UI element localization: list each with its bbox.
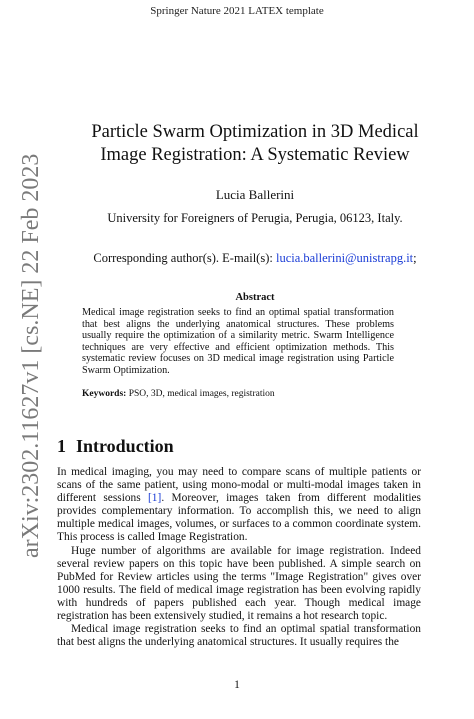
- paragraph-1-end: . Moreover, images taken from different modalities provides complementary information. To accomplish this, we need to align multiple medical images, volumes, or surfaces to a common coordinate system. This process is called Image Registration.: [57, 492, 421, 544]
- keywords-label: Keywords:: [82, 389, 127, 399]
- author-affiliation: University for Foreigners of Perugia, Perugia, 06123, Italy.: [107, 211, 403, 225]
- corresponding-suffix: ;: [413, 251, 417, 265]
- corresponding-prefix: Corresponding author(s). E-mail(s):: [93, 251, 273, 265]
- corresponding-author: [60, 251, 450, 266]
- section-heading: [57, 436, 174, 457]
- page-number: 1: [234, 679, 240, 691]
- author-name: Lucia Ballerini: [215, 187, 295, 202]
- abstract-text: Medical image registration seeks to find an optimal spatial transformation that best aligns the underlying anatomical structures. These problems usually require the optimization of a similarity metric. Swarm Intelligence techniques are very effective and efficient optimization methods. This systematic review focuses on 3D medical image registration using Particle Swarm Optimization.: [82, 307, 394, 376]
- paragraph-1: [57, 466, 421, 545]
- section-body: [57, 466, 421, 649]
- abstract-heading: Abstract: [235, 292, 275, 303]
- paragraph-3: Medical image registration seeks to find an optimal spatial transformation that best aligns the underlying anatomical structures. It usually requires the: [57, 623, 421, 649]
- corresponding-email-link[interactable]: lucia.ballerini@unistrapg.it: [275, 251, 414, 265]
- paragraph-2: Huge number of algorithms are available for image registration. Indeed several review papers on this topic have been published. A simple search on PubMed for Review articles using the terms "Image Registration" gives over 1000 results. The field of medical image registration has been evolving rapidly with hundreds of papers published each year. Though medical image registration has been extensively studied, it remains a hot research topic.: [57, 544, 421, 623]
- paper-title: [60, 121, 450, 167]
- section-number: 1: [57, 436, 66, 456]
- arxiv-stamp-text: arXiv:2302.11627v1 [cs.NE] 22 Feb 2023: [18, 153, 44, 558]
- citation-link[interactable]: [1]: [148, 492, 162, 505]
- running-header: Springer Nature 2021 LATEX template: [150, 5, 324, 17]
- paper-title-line-2: Image Registration: A Systematic Review: [100, 145, 410, 165]
- paper-title-line-1: Particle Swarm Optimization in 3D Medical: [91, 122, 419, 142]
- keywords: [82, 389, 394, 399]
- paragraph-1-start: In medical imaging, you may need to compare scans of multiple patients or scans of the same patient, using mono-modal or multi-modal images taken in different sessions: [57, 466, 421, 505]
- arxiv-stamp: [13, 88, 49, 688]
- keywords-list: PSO, 3D, medical images, registration: [128, 389, 275, 399]
- section-title: Introduction: [76, 436, 174, 456]
